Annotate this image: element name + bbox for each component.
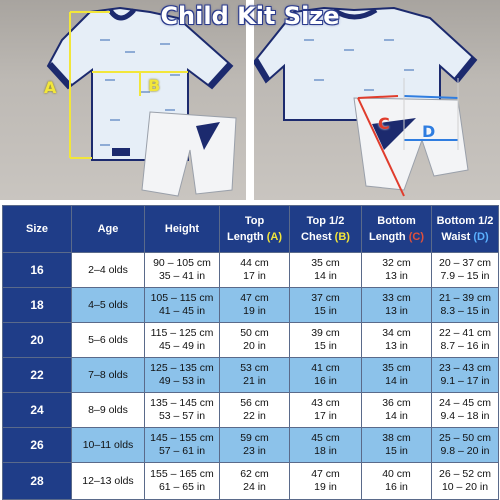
bottom-waist-cell bbox=[432, 463, 499, 500]
top-length-cell bbox=[220, 323, 290, 358]
kit-front-illustration bbox=[0, 0, 246, 200]
top-length-cell-text: 20 in bbox=[243, 340, 266, 352]
bottom-length-cell bbox=[362, 288, 432, 323]
bottom-length-cell-text: 13 in bbox=[385, 270, 408, 282]
bottom-length-cell-text: 38 cm bbox=[382, 432, 411, 444]
bottom-waist-cell-text: 25 – 50 cm bbox=[439, 432, 491, 444]
height-cell bbox=[145, 253, 220, 288]
top-chest-cell-text: 19 in bbox=[314, 481, 337, 493]
table-row bbox=[3, 253, 499, 288]
height-cell bbox=[145, 393, 220, 428]
top-length-cell-text: 62 cm bbox=[240, 468, 269, 480]
table-row bbox=[3, 428, 499, 463]
bottom-length-cell-text: 14 in bbox=[385, 410, 408, 422]
age-cell-text: 8–9 olds bbox=[88, 403, 128, 416]
age-cell bbox=[72, 358, 145, 393]
top-length-cell-text: 53 cm bbox=[240, 362, 269, 374]
kit-photo-area bbox=[0, 0, 500, 200]
height-cell-text: 41 – 45 in bbox=[158, 305, 206, 317]
bottom-length-cell-text: 35 cm bbox=[382, 362, 411, 374]
bottom-length-cell bbox=[362, 253, 432, 288]
age-cell bbox=[72, 428, 145, 463]
table-body bbox=[3, 253, 499, 500]
top-length-cell-text: 17 in bbox=[243, 270, 266, 282]
bottom-waist-cell-text: 7.9 – 15 in bbox=[440, 270, 490, 282]
size-cell bbox=[3, 358, 72, 393]
bottom-waist-cell bbox=[432, 428, 499, 463]
bottom-waist-cell-text: 8.7 – 16 in bbox=[440, 340, 490, 352]
top-chest-cell-text: 47 cm bbox=[311, 468, 340, 480]
top-length-cell-text: 22 in bbox=[243, 410, 266, 422]
bottom-length-cell-text: 15 in bbox=[385, 445, 408, 457]
bottom-waist-cell-text: 10 – 20 in bbox=[441, 481, 489, 493]
bottom-waist-cell-text: 21 – 39 cm bbox=[439, 292, 491, 304]
top-chest-cell bbox=[290, 358, 362, 393]
top-chest-cell bbox=[290, 323, 362, 358]
top-chest-cell-text: 14 in bbox=[314, 270, 337, 282]
bottom-length-cell-text: 40 cm bbox=[382, 468, 411, 480]
age-cell bbox=[72, 253, 145, 288]
top-chest-cell-text: 16 in bbox=[314, 375, 337, 387]
bottom-waist-cell-text: 9.8 – 20 in bbox=[440, 445, 490, 457]
bottom-length-cell bbox=[362, 358, 432, 393]
height-cell-text: 35 – 41 in bbox=[158, 270, 206, 282]
size-cell-text: 26 bbox=[30, 437, 44, 452]
top-length-cell-text: 44 cm bbox=[240, 257, 269, 269]
top-chest-cell bbox=[290, 428, 362, 463]
top-length-cell-text: 56 cm bbox=[240, 397, 269, 409]
top-length-cell bbox=[220, 358, 290, 393]
age-cell bbox=[72, 288, 145, 323]
top-length-cell-text: 21 in bbox=[243, 375, 266, 387]
height-cell-text: 115 – 125 cm bbox=[150, 327, 214, 339]
size-cell-text: 16 bbox=[30, 262, 44, 277]
bottom-waist-cell-text: 23 – 43 cm bbox=[439, 362, 491, 374]
size-cell-text: 24 bbox=[30, 402, 44, 417]
height-cell-text: 53 – 57 in bbox=[158, 410, 206, 422]
top-chest-cell-text: 18 in bbox=[314, 445, 337, 457]
size-table bbox=[2, 205, 499, 500]
bottom-waist-cell-text: 8.3 – 15 in bbox=[440, 305, 490, 317]
table-header-row bbox=[3, 206, 499, 253]
header-bottom-length: Bottom Length (C) bbox=[362, 206, 432, 253]
size-cell bbox=[3, 323, 72, 358]
top-length-cell-text: 59 cm bbox=[240, 432, 269, 444]
bottom-length-cell-text: 34 cm bbox=[382, 327, 411, 339]
size-cell bbox=[3, 428, 72, 463]
photo-divider bbox=[246, 0, 254, 200]
size-cell-text: 28 bbox=[30, 473, 44, 488]
top-chest-cell bbox=[290, 393, 362, 428]
top-chest-cell-text: 39 cm bbox=[311, 327, 340, 339]
age-cell bbox=[72, 323, 145, 358]
top-length-cell-text: 50 cm bbox=[240, 327, 269, 339]
height-cell bbox=[145, 288, 220, 323]
age-cell bbox=[72, 463, 145, 500]
height-cell-text: 105 – 115 cm bbox=[150, 292, 214, 304]
height-cell-text: 145 – 155 cm bbox=[150, 432, 214, 444]
height-cell-text: 125 – 135 cm bbox=[150, 362, 214, 374]
size-cell-text: 18 bbox=[30, 297, 44, 312]
top-chest-cell bbox=[290, 288, 362, 323]
bottom-waist-cell-text: 24 – 45 cm bbox=[439, 397, 491, 409]
header-top-chest: Top 1/2 Chest (B) bbox=[290, 206, 362, 253]
table-row bbox=[3, 393, 499, 428]
header-top-length: Top Length (A) bbox=[220, 206, 290, 253]
size-cell bbox=[3, 288, 72, 323]
bottom-waist-cell-text: 20 – 37 cm bbox=[439, 257, 491, 269]
age-cell-text: 10–11 olds bbox=[82, 438, 134, 451]
age-cell-text: 5–6 olds bbox=[88, 333, 128, 346]
age-cell-text: 12–13 olds bbox=[82, 474, 134, 487]
table-row bbox=[3, 463, 499, 500]
height-cell-text: 135 – 145 cm bbox=[150, 397, 214, 409]
page-title: Child Kit Size bbox=[160, 2, 340, 30]
top-chest-cell-text: 17 in bbox=[314, 410, 337, 422]
bottom-waist-cell bbox=[432, 393, 499, 428]
size-cell-text: 22 bbox=[30, 367, 44, 382]
top-length-cell-text: 47 cm bbox=[240, 292, 269, 304]
bottom-length-cell-text: 32 cm bbox=[382, 257, 411, 269]
bottom-waist-cell bbox=[432, 253, 499, 288]
bottom-waist-cell bbox=[432, 288, 499, 323]
bottom-length-cell bbox=[362, 463, 432, 500]
top-length-cell bbox=[220, 428, 290, 463]
label-c: C bbox=[378, 114, 390, 133]
bottom-length-cell-text: 14 in bbox=[385, 375, 408, 387]
top-chest-cell bbox=[290, 253, 362, 288]
height-cell-text: 57 – 61 in bbox=[158, 445, 206, 457]
top-length-cell-text: 19 in bbox=[243, 305, 266, 317]
header-size: Size bbox=[3, 206, 72, 253]
top-length-cell bbox=[220, 288, 290, 323]
height-cell-text: 90 – 105 cm bbox=[153, 257, 211, 269]
top-length-cell-text: 24 in bbox=[243, 481, 266, 493]
table-row bbox=[3, 323, 499, 358]
top-length-cell-text: 23 in bbox=[243, 445, 266, 457]
bottom-waist-cell-text: 9.4 – 18 in bbox=[440, 410, 490, 422]
age-cell-text: 4–5 olds bbox=[88, 298, 128, 311]
age-cell-text: 7–8 olds bbox=[88, 368, 128, 381]
bottom-waist-cell-text: 26 – 52 cm bbox=[439, 468, 491, 480]
bottom-waist-cell bbox=[432, 323, 499, 358]
table-row bbox=[3, 288, 499, 323]
bottom-length-cell bbox=[362, 323, 432, 358]
size-cell bbox=[3, 393, 72, 428]
header-age: Age bbox=[72, 206, 145, 253]
top-chest-cell-text: 35 cm bbox=[311, 257, 340, 269]
top-chest-cell-text: 37 cm bbox=[311, 292, 340, 304]
top-length-cell bbox=[220, 463, 290, 500]
height-cell-text: 61 – 65 in bbox=[158, 481, 206, 493]
top-chest-cell-text: 15 in bbox=[314, 305, 337, 317]
header-bottom-waist: Bottom 1/2 Waist (D) bbox=[432, 206, 499, 253]
top-chest-cell bbox=[290, 463, 362, 500]
header-height: Height bbox=[145, 206, 220, 253]
height-cell bbox=[145, 323, 220, 358]
bottom-length-cell bbox=[362, 428, 432, 463]
height-cell-text: 155 – 165 cm bbox=[150, 468, 214, 480]
bottom-waist-cell bbox=[432, 358, 499, 393]
age-cell-text: 2–4 olds bbox=[88, 263, 128, 276]
bottom-length-cell-text: 16 in bbox=[385, 481, 408, 493]
kit-front-photo bbox=[0, 0, 246, 200]
bottom-length-cell bbox=[362, 393, 432, 428]
label-a: A bbox=[44, 78, 57, 97]
height-cell bbox=[145, 428, 220, 463]
top-length-cell bbox=[220, 393, 290, 428]
bottom-length-cell-text: 13 in bbox=[385, 340, 408, 352]
table-row bbox=[3, 358, 499, 393]
top-chest-cell-text: 15 in bbox=[314, 340, 337, 352]
kit-back-illustration bbox=[254, 0, 500, 200]
height-cell bbox=[145, 463, 220, 500]
size-cell bbox=[3, 463, 72, 500]
kit-back-photo bbox=[254, 0, 500, 200]
label-b: B bbox=[148, 76, 161, 95]
top-chest-cell-text: 41 cm bbox=[311, 362, 340, 374]
top-length-cell bbox=[220, 253, 290, 288]
size-cell-text: 20 bbox=[30, 332, 44, 347]
bottom-waist-cell-text: 22 – 41 cm bbox=[439, 327, 491, 339]
age-cell bbox=[72, 393, 145, 428]
height-cell bbox=[145, 358, 220, 393]
bottom-length-cell-text: 33 cm bbox=[382, 292, 411, 304]
bottom-length-cell-text: 13 in bbox=[385, 305, 408, 317]
size-cell bbox=[3, 253, 72, 288]
bottom-waist-cell-text: 9.1 – 17 in bbox=[440, 375, 490, 387]
bottom-length-cell-text: 36 cm bbox=[382, 397, 411, 409]
label-d: D bbox=[422, 122, 436, 141]
top-chest-cell-text: 43 cm bbox=[311, 397, 340, 409]
height-cell-text: 45 – 49 in bbox=[158, 340, 206, 352]
height-cell-text: 49 – 53 in bbox=[158, 375, 206, 387]
top-chest-cell-text: 45 cm bbox=[311, 432, 340, 444]
